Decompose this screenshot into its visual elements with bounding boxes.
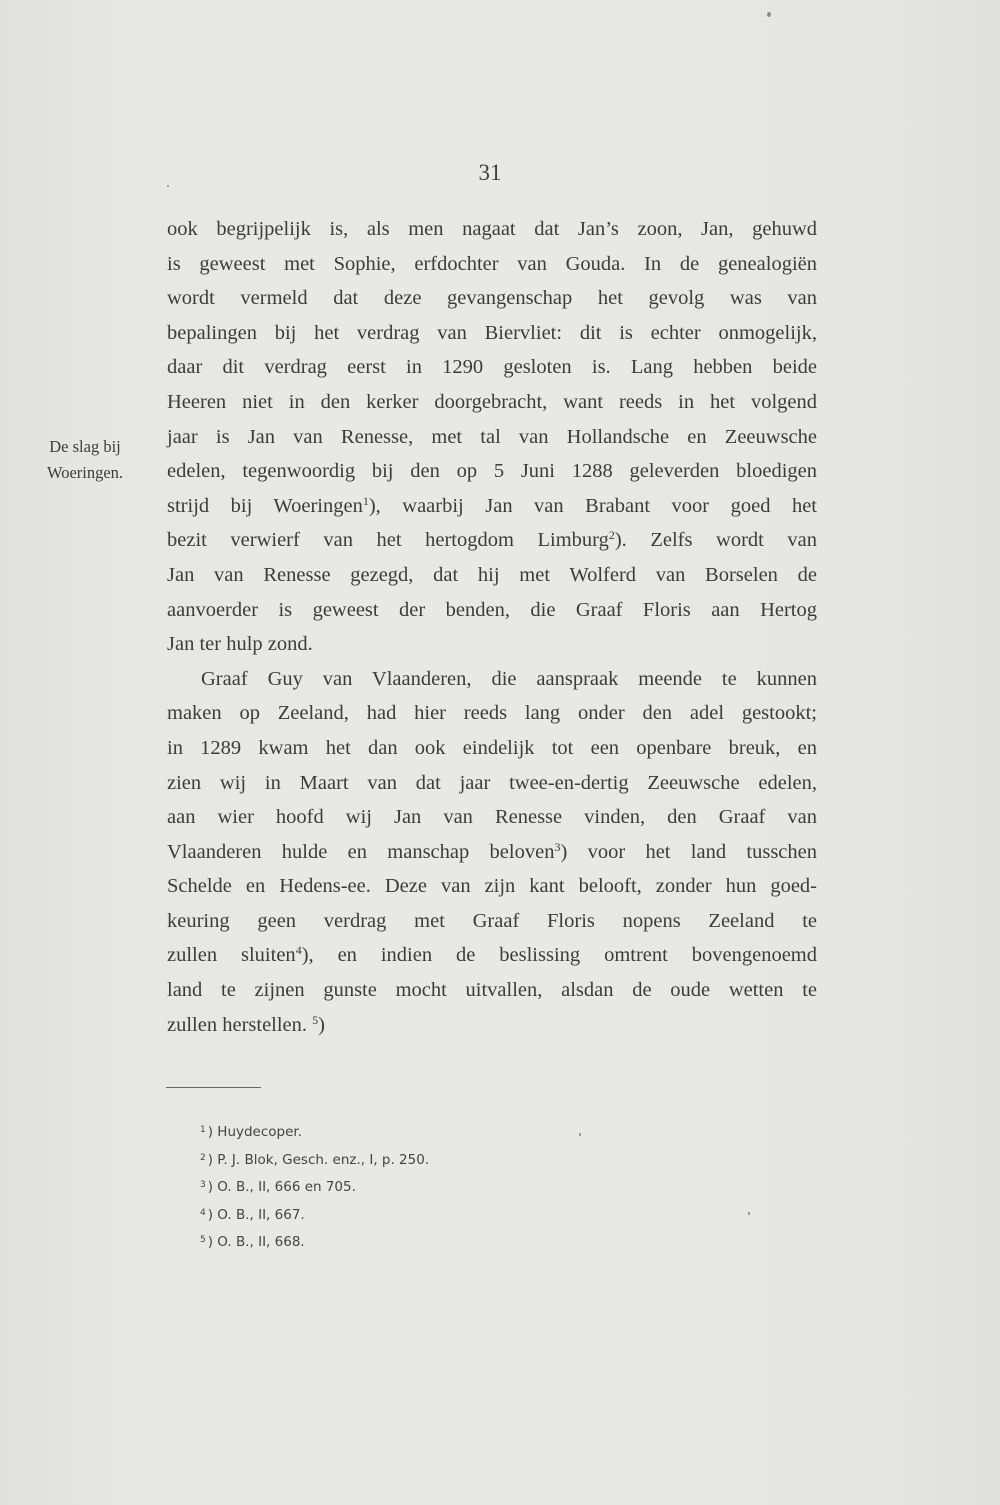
footnote-reference[interactable]: 5: [312, 1012, 319, 1027]
footnote-mark: 1: [200, 1125, 206, 1135]
body-line-text: ), en indien de beslissing omtrent bovengenoemd: [301, 944, 817, 967]
footnote-mark: 5: [200, 1235, 206, 1245]
footnote-reference[interactable]: 2: [608, 528, 615, 543]
footnote-mark: 4: [200, 1207, 206, 1218]
body-line: bepalingen bij het verdrag van Biervliet: dit is echter onmogelijk,: [167, 321, 817, 344]
body-line: aan wier hoofd wij Jan van Renesse vinden, den Graaf van: [167, 806, 817, 829]
body-line: in 1289 kwam het dan ook eindelijk tot een openbare breuk, en: [167, 736, 817, 759]
margin-note-line: Woeringen.: [46, 463, 124, 482]
body-line: daar dit verdrag eerst in 1290 gesloten is. Lang hebben beide: [167, 356, 817, 379]
footnote-mark: 2: [200, 1152, 206, 1163]
body-line: [167, 523, 817, 558]
footnote-item: [200, 1201, 429, 1229]
body-line-text: ): [318, 1013, 325, 1036]
footnotes: [200, 1118, 429, 1256]
body-line: is geweest met Sophie, erfdochter van Gouda. In de genealogiën: [167, 252, 817, 275]
body-line: zien wij in Maart van dat jaar twee-en-dertig Zeeuwsche edelen,: [167, 771, 817, 794]
footnote-item: [200, 1228, 429, 1256]
scan-speck: [579, 1133, 581, 1136]
body-line: [167, 938, 817, 973]
body-line-text: zullen sluiten: [167, 944, 296, 967]
footnote-text: ) O. B., II, 668.: [207, 1234, 305, 1250]
margin-note: [20, 434, 150, 486]
margin-note-line: De slag bij: [49, 437, 121, 456]
body-text: [167, 212, 817, 1042]
page-number: 31: [478, 160, 502, 185]
body-line: Jan ter hulp zond.: [167, 633, 313, 656]
body-line: [167, 835, 817, 870]
body-line: wordt vermeld dat deze gevangenschap het gevolg was van: [167, 287, 817, 310]
body-line-text: zullen herstellen.: [167, 1013, 313, 1036]
body-line: maken op Zeeland, had hier reeds lang onder den adel gestookt;: [167, 702, 817, 725]
scan-speck: [767, 12, 771, 17]
body-line: Heeren niet in den kerker doorgebracht, want reeds in het volgend: [167, 390, 817, 413]
body-line-text: ), waarbij Jan van Brabant voor goed het: [368, 494, 817, 517]
body-line: land te zijnen gunste mocht uitvallen, alsdan de oude wetten te: [167, 979, 817, 1002]
body-line: ook begrijpelijk is, als men nagaat dat Jan’s zoon, Jan, gehuwd: [167, 218, 817, 240]
body-line: edelen, tegenwoordig bij den op 5 Juni 1288 geleverden bloedigen: [167, 460, 817, 483]
body-line: Graaf Guy van Vlaanderen, die aanspraak meende te kunnen: [201, 667, 817, 690]
body-line-text: strijd bij Woeringen: [167, 494, 363, 517]
footnote-text: ) P. J. Blok, Gesch. enz., I, p. 250.: [207, 1151, 430, 1168]
body-line-text: ). Zelfs wordt van: [614, 529, 817, 552]
body-line: Jan van Renesse gezegd, dat hij met Wolferd van Borselen de: [167, 563, 817, 586]
footnote-text: ) O. B., II, 667.: [207, 1206, 305, 1223]
body-line-text: bezit verwierf van het hertogdom Limburg: [167, 529, 609, 552]
footnote-reference[interactable]: 3: [554, 839, 561, 854]
body-line: keuring geen verdrag met Graaf Floris nopens Zeeland te: [167, 909, 817, 932]
body-line: aanvoerder is geweest der benden, die Graaf Floris aan Hertog: [167, 598, 817, 621]
body-line: [167, 489, 817, 524]
footnote-item: [200, 1173, 429, 1201]
scan-speck: [167, 185, 169, 187]
body-line-text: ) voor het land tusschen: [560, 840, 818, 863]
footnote-text: ) Huydecoper.: [207, 1124, 303, 1140]
body-line: Schelde en Hedens-ee. Deze van zijn kant belooft, zonder hun goed-: [167, 875, 817, 898]
body-line: [167, 1008, 817, 1043]
body-line: jaar is Jan van Renesse, met tal van Hollandsche en Zeeuwsche: [167, 425, 817, 448]
footnote-item: [200, 1146, 429, 1174]
footnote-text: ) O. B., II, 666 en 705.: [207, 1179, 356, 1195]
body-line-text: Vlaanderen hulde en manschap beloven: [167, 840, 555, 863]
footnote-item: [200, 1118, 429, 1146]
footnote-reference[interactable]: 1: [362, 493, 369, 508]
footnote-reference[interactable]: 4: [295, 943, 302, 958]
footnote-mark: 3: [200, 1180, 206, 1190]
footnote-divider: [166, 1087, 261, 1088]
scan-speck: [748, 1212, 750, 1215]
